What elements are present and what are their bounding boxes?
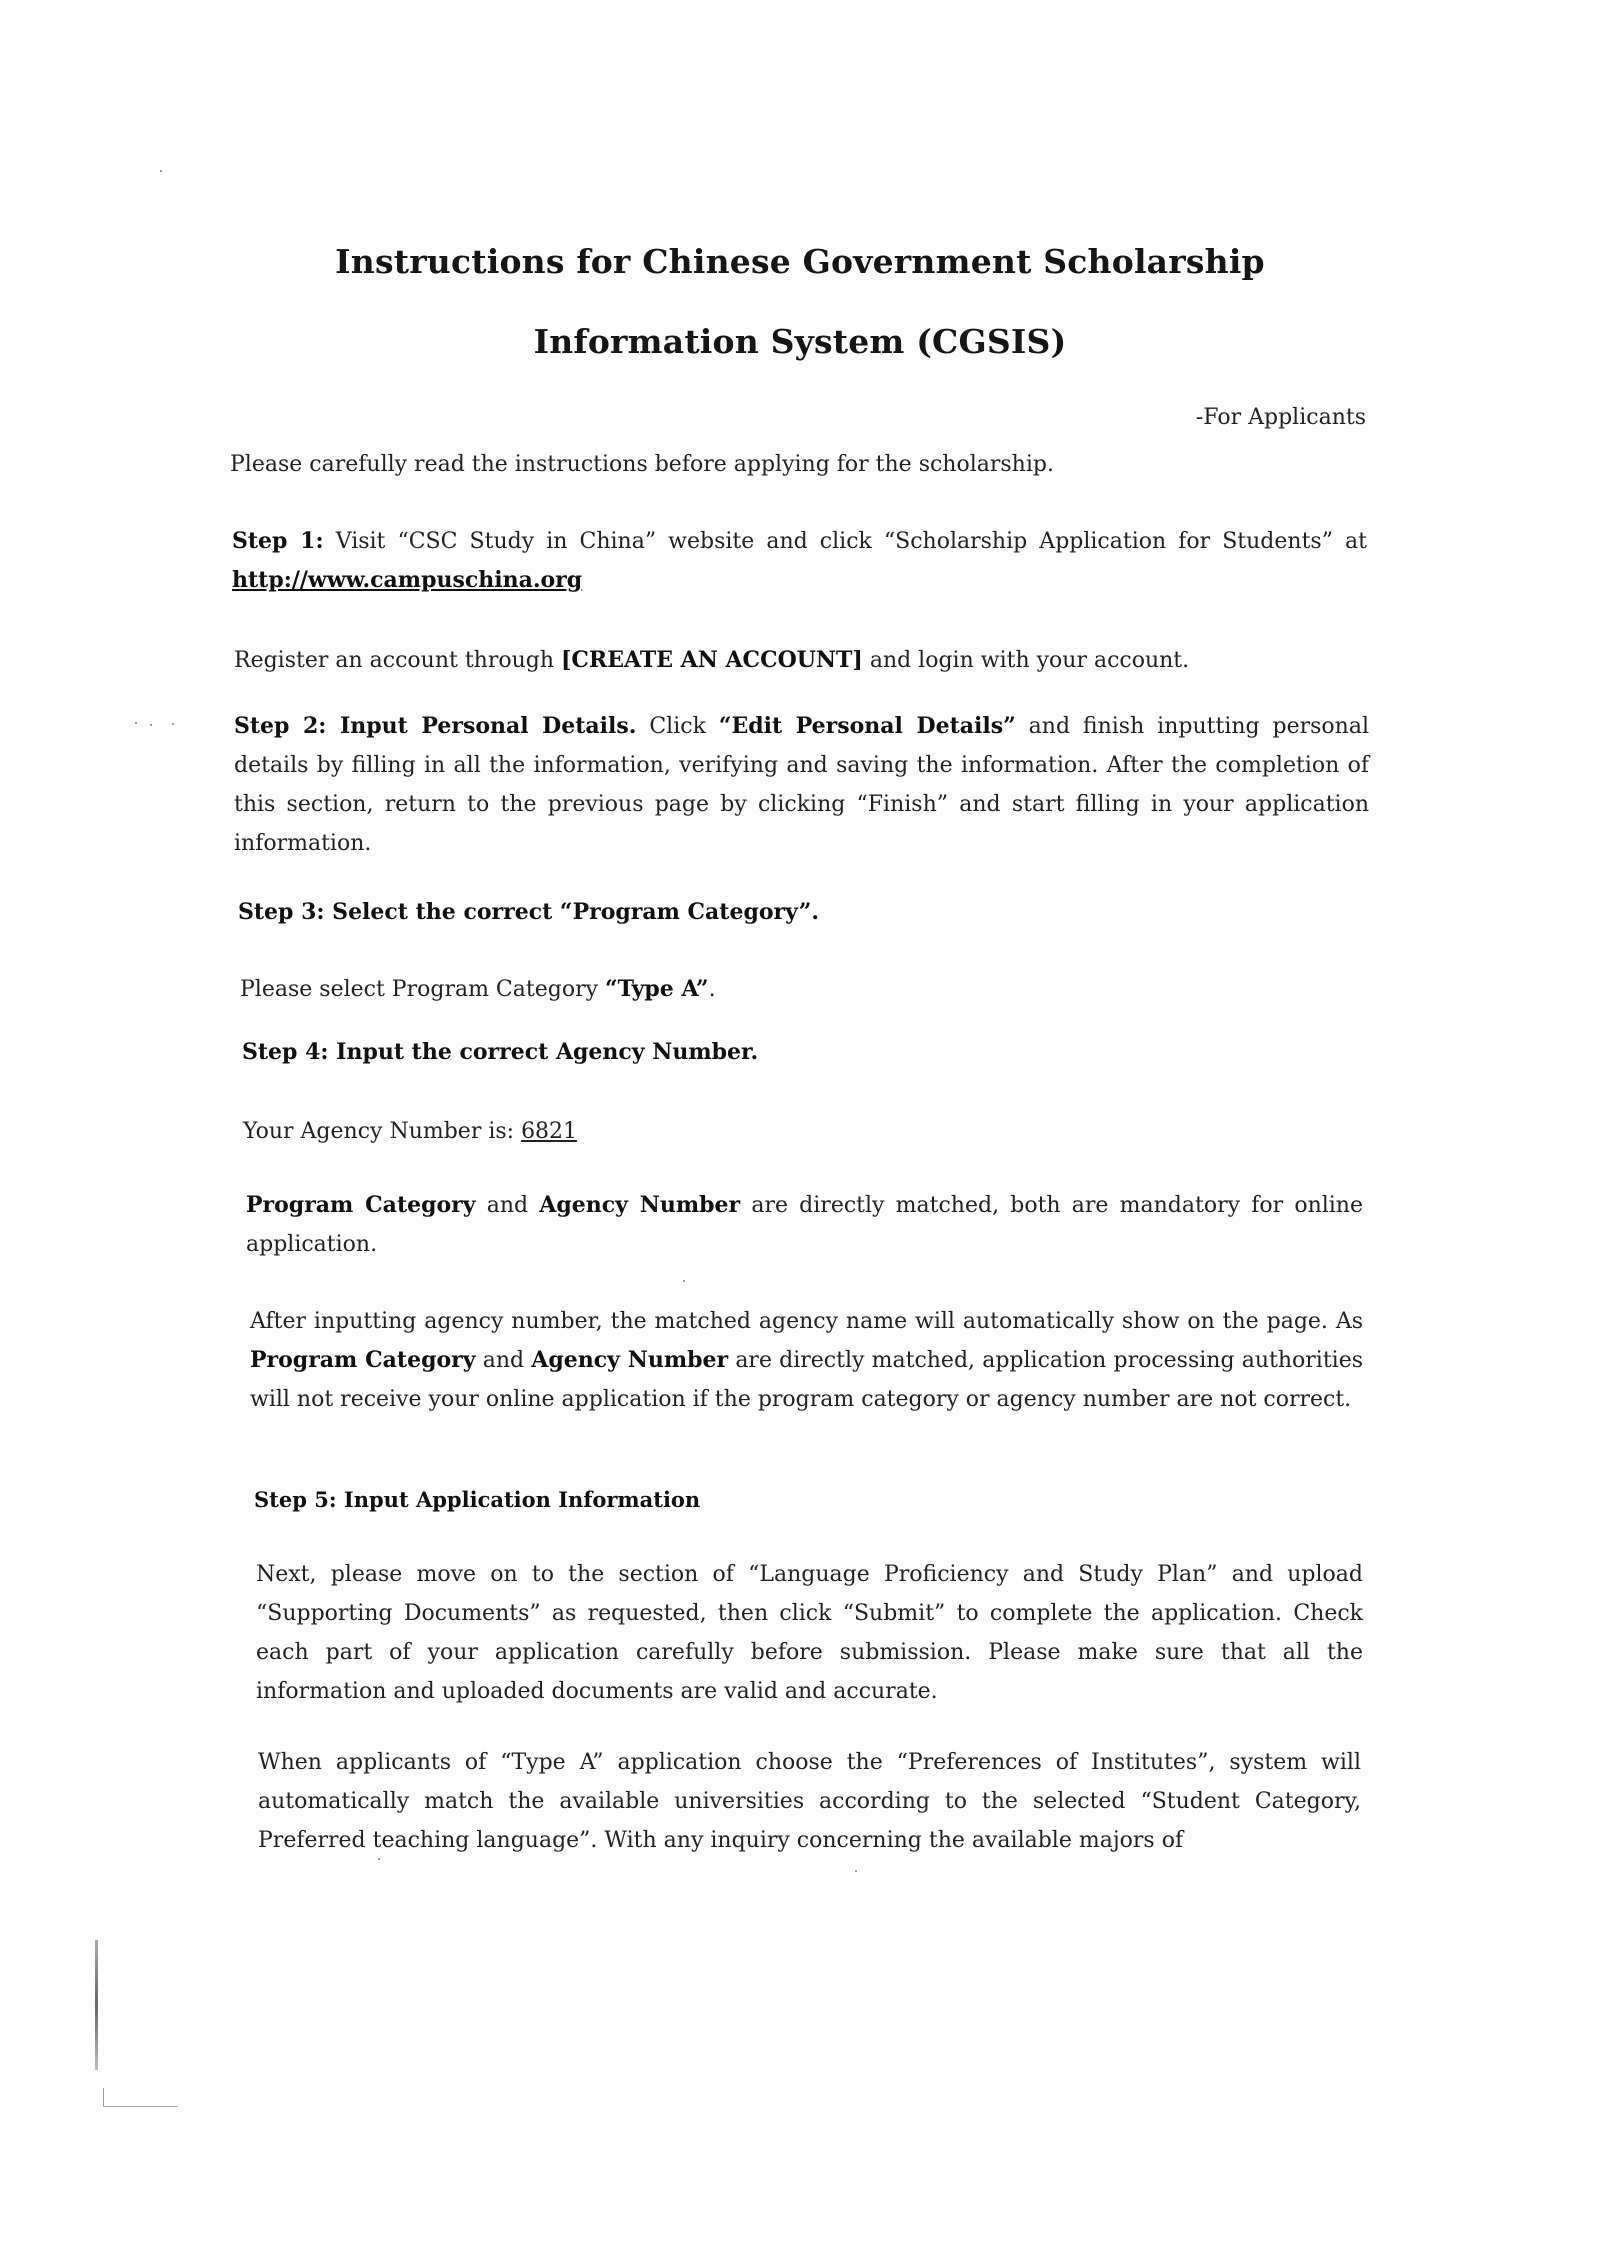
step-4-heading <box>242 1033 1242 1072</box>
after-note-paragraph <box>250 1302 1363 1419</box>
campuschina-link[interactable]: http://www.campuschina.org <box>232 567 583 593</box>
program-category-value: “Type A” <box>605 976 709 1002</box>
document-title-line-1: Instructions for Chinese Government Scholarship <box>335 242 1265 281</box>
document-title-line-2: Information System (CGSIS) <box>533 322 1067 361</box>
step-1-label: Step 1: <box>232 528 324 554</box>
step-4-label: Step 4: Input the correct Agency Number. <box>242 1039 759 1065</box>
agency-number-paragraph <box>243 1112 1243 1151</box>
scan-speck <box>855 1870 857 1872</box>
matched-and: and <box>475 1193 540 1218</box>
scan-speck <box>172 723 174 725</box>
scan-speck <box>150 724 152 726</box>
program-category-text: Please select Program Category <box>240 977 606 1002</box>
program-category-period: . <box>708 977 716 1002</box>
term-agency-number: Agency Number <box>531 1347 729 1373</box>
scan-speck <box>378 1858 380 1860</box>
term-program-category: Program Category <box>250 1347 476 1373</box>
step-2-click: Click <box>636 714 719 739</box>
create-account-button-ref: [CREATE AN ACCOUNT] <box>561 647 863 673</box>
after-and: and <box>475 1348 532 1373</box>
audience-label: -For Applicants <box>1195 405 1366 430</box>
after-text-2: are directly matched, application processing authorities will not receive your online application if the program category or agency number are not correct. <box>250 1348 1364 1412</box>
scan-speck <box>160 170 162 172</box>
step-2-label: Step 2: Input Personal Details. <box>234 713 637 739</box>
when-note-paragraph: When applicants of “Type A” application choose the “Preferences of Institutes”, system will automatically match the available universities according to the selected “Student Category, Preferred teaching language”. With any inquiry concerning the available majors of <box>258 1750 1361 1853</box>
edit-personal-details-ref: “Edit Personal Details” <box>718 713 1016 739</box>
scan-artifact-line <box>95 1940 98 2070</box>
step-2-paragraph <box>234 707 1369 863</box>
intro-paragraph: Please carefully read the instructions before applying for the scholarship. <box>230 452 1054 477</box>
register-paragraph <box>234 641 1334 680</box>
matched-note-paragraph <box>246 1186 1363 1264</box>
scan-speck <box>135 722 137 724</box>
step-1-text: Visit “CSC Study in China” website and click “Scholarship Application for Students” at <box>323 529 1367 554</box>
register-text-before: Register an account through <box>234 648 562 673</box>
step-5-label: Step 5: Input Application Information <box>254 1487 701 1512</box>
step-3-heading <box>238 893 1238 932</box>
after-text-1: After inputting agency number, the matched agency name will automatically show on the page. As <box>250 1309 1363 1334</box>
scan-speck <box>683 1280 685 1282</box>
scan-artifact-corner-line <box>103 2106 178 2107</box>
step-2-text: and finish inputting personal details by filling in all the information, verifying and saving the information. After the completion of this section, return to the previous page by clicking “Finish” and start filling in your application information. <box>234 714 1369 856</box>
next-note-paragraph: Next, please move on to the section of “Language Proficiency and Study Plan” and upload “Supporting Documents” as requested, then click “Submit” to complete the application. Check each part of your application carefully before submission. Please make sure that all the information and uploaded documents are valid and accurate. <box>256 1562 1363 1704</box>
step-3-label: Step 3: Select the correct “Program Category”. <box>238 899 820 925</box>
step-5-heading <box>254 1480 1254 1520</box>
scan-artifact-corner <box>103 2088 104 2106</box>
step-1-paragraph <box>232 522 1367 600</box>
term-agency-number: Agency Number <box>539 1192 741 1218</box>
register-text-after: and login with your account. <box>862 648 1190 673</box>
matched-text: are directly matched, both are mandatory for online application. <box>246 1193 1363 1257</box>
agency-number-value: 6821 <box>521 1119 578 1144</box>
agency-number-label: Your Agency Number is: <box>243 1119 522 1144</box>
program-category-paragraph <box>240 970 1240 1009</box>
term-program-category: Program Category <box>246 1192 476 1218</box>
